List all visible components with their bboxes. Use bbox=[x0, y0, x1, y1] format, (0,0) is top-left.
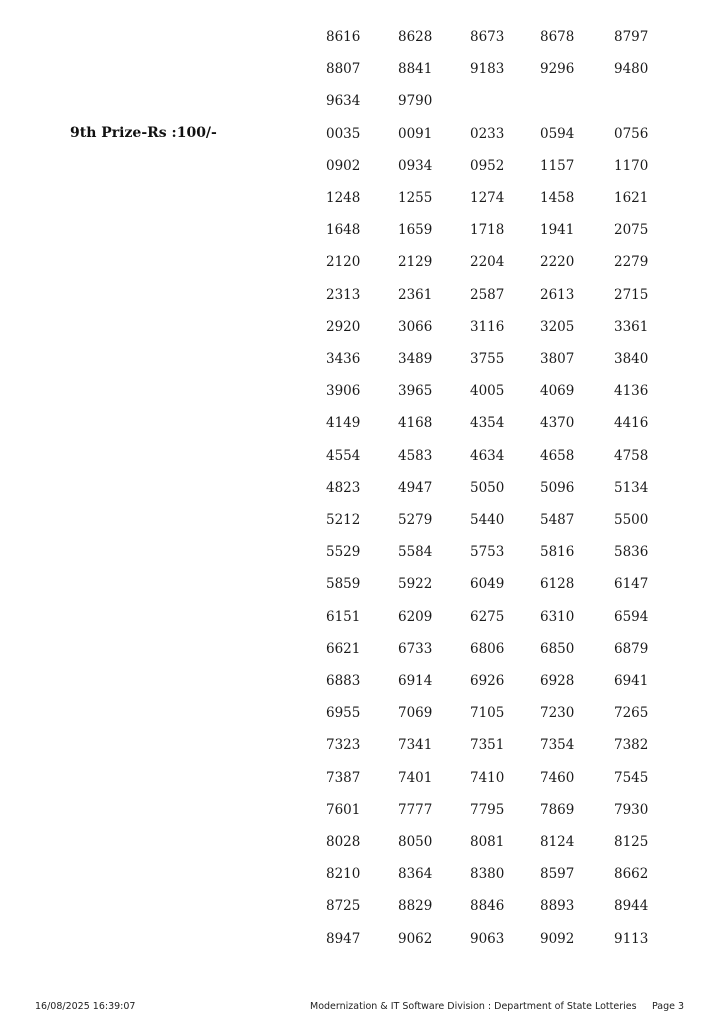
table-row bbox=[0, 61, 724, 93]
ticket-number: 8380 bbox=[470, 866, 505, 882]
ticket-number: 8797 bbox=[614, 29, 649, 45]
table-row bbox=[0, 480, 724, 512]
table-row bbox=[0, 544, 724, 576]
ticket-number: 5584 bbox=[398, 544, 433, 560]
ticket-number: 7777 bbox=[398, 802, 433, 818]
ticket-number: 8944 bbox=[614, 898, 649, 914]
ticket-number: 7341 bbox=[398, 737, 433, 753]
table-row bbox=[0, 641, 724, 673]
ticket-number: 5922 bbox=[398, 576, 433, 592]
ticket-number: 6941 bbox=[614, 673, 649, 689]
ticket-number: 4758 bbox=[614, 448, 649, 464]
ticket-number: 8725 bbox=[326, 898, 361, 914]
ticket-number: 5859 bbox=[326, 576, 361, 592]
ticket-number: 3066 bbox=[398, 319, 433, 335]
ticket-number: 9062 bbox=[398, 931, 433, 947]
table-row bbox=[0, 737, 724, 769]
ticket-number: 1274 bbox=[470, 190, 505, 206]
ticket-number: 2279 bbox=[614, 254, 649, 270]
table-row bbox=[0, 802, 724, 834]
ticket-number: 2613 bbox=[540, 287, 575, 303]
ticket-number: 5500 bbox=[614, 512, 649, 528]
table-row bbox=[0, 254, 724, 286]
table-row bbox=[0, 287, 724, 319]
ticket-number: 2361 bbox=[398, 287, 433, 303]
prize-label: 9th Prize-Rs :100/- bbox=[70, 125, 217, 141]
ticket-number: 8597 bbox=[540, 866, 575, 882]
ticket-number: 6926 bbox=[470, 673, 505, 689]
ticket-number: 6209 bbox=[398, 609, 433, 625]
footer-timestamp: 16/08/2025 16:39:07 bbox=[35, 1001, 136, 1012]
ticket-number: 0035 bbox=[326, 126, 361, 142]
ticket-number: 8628 bbox=[398, 29, 433, 45]
ticket-number: 2587 bbox=[470, 287, 505, 303]
ticket-number: 7265 bbox=[614, 705, 649, 721]
ticket-number: 8124 bbox=[540, 834, 575, 850]
ticket-number: 7354 bbox=[540, 737, 575, 753]
ticket-number: 6914 bbox=[398, 673, 433, 689]
table-row bbox=[0, 770, 724, 802]
ticket-number: 7460 bbox=[540, 770, 575, 786]
table-row bbox=[0, 222, 724, 254]
ticket-number: 4005 bbox=[470, 383, 505, 399]
ticket-number: 8678 bbox=[540, 29, 575, 45]
ticket-number: 8673 bbox=[470, 29, 505, 45]
ticket-number: 1718 bbox=[470, 222, 505, 238]
ticket-number: 3205 bbox=[540, 319, 575, 335]
ticket-number: 1248 bbox=[326, 190, 361, 206]
table-row bbox=[0, 866, 724, 898]
ticket-number: 9092 bbox=[540, 931, 575, 947]
ticket-number: 9480 bbox=[614, 61, 649, 77]
ticket-number: 8616 bbox=[326, 29, 361, 45]
ticket-number: 7351 bbox=[470, 737, 505, 753]
ticket-number: 2204 bbox=[470, 254, 505, 270]
ticket-number: 7401 bbox=[398, 770, 433, 786]
ticket-number: 6310 bbox=[540, 609, 575, 625]
ticket-number: 3840 bbox=[614, 351, 649, 367]
ticket-number: 5816 bbox=[540, 544, 575, 560]
ticket-number: 7795 bbox=[470, 802, 505, 818]
ticket-number: 7105 bbox=[470, 705, 505, 721]
ticket-number: 1458 bbox=[540, 190, 575, 206]
ticket-number: 3436 bbox=[326, 351, 361, 367]
table-row bbox=[0, 673, 724, 705]
table-row bbox=[0, 834, 724, 866]
ticket-number: 7545 bbox=[614, 770, 649, 786]
ticket-number: 0594 bbox=[540, 126, 575, 142]
table-row bbox=[0, 158, 724, 190]
table-row bbox=[0, 383, 724, 415]
table-row bbox=[0, 448, 724, 480]
ticket-number: 7869 bbox=[540, 802, 575, 818]
ticket-number: 2075 bbox=[614, 222, 649, 238]
ticket-number: 1157 bbox=[540, 158, 575, 174]
ticket-number: 4823 bbox=[326, 480, 361, 496]
ticket-number: 9113 bbox=[614, 931, 649, 947]
ticket-number: 4583 bbox=[398, 448, 433, 464]
ticket-number: 1648 bbox=[326, 222, 361, 238]
ticket-number: 8841 bbox=[398, 61, 433, 77]
ticket-number: 5050 bbox=[470, 480, 505, 496]
ticket-number: 2715 bbox=[614, 287, 649, 303]
ticket-number: 1941 bbox=[540, 222, 575, 238]
table-row bbox=[0, 29, 724, 61]
ticket-number: 6128 bbox=[540, 576, 575, 592]
ticket-number: 0091 bbox=[398, 126, 433, 142]
footer-page-number: Page 3 bbox=[652, 1001, 685, 1012]
ticket-number: 7930 bbox=[614, 802, 649, 818]
table-row bbox=[0, 931, 724, 963]
ticket-number: 8662 bbox=[614, 866, 649, 882]
ticket-number: 2313 bbox=[326, 287, 361, 303]
ticket-number: 6147 bbox=[614, 576, 649, 592]
ticket-number: 6850 bbox=[540, 641, 575, 657]
table-row bbox=[0, 319, 724, 351]
ticket-number: 8028 bbox=[326, 834, 361, 850]
ticket-number: 5529 bbox=[326, 544, 361, 560]
ticket-number: 8081 bbox=[470, 834, 505, 850]
table-row bbox=[0, 415, 724, 447]
table-row bbox=[0, 576, 724, 608]
ticket-number: 3116 bbox=[470, 319, 505, 335]
ticket-number: 6049 bbox=[470, 576, 505, 592]
ticket-number: 8125 bbox=[614, 834, 649, 850]
ticket-number: 5212 bbox=[326, 512, 361, 528]
ticket-number: 9183 bbox=[470, 61, 505, 77]
ticket-number: 1255 bbox=[398, 190, 433, 206]
ticket-number: 9634 bbox=[326, 93, 361, 109]
ticket-number: 2120 bbox=[326, 254, 361, 270]
ticket-number: 6621 bbox=[326, 641, 361, 657]
ticket-number: 8846 bbox=[470, 898, 505, 914]
ticket-number: 4136 bbox=[614, 383, 649, 399]
footer-division: Modernization & IT Software Division : Department of State Lotteries bbox=[310, 1001, 637, 1012]
ticket-number: 0952 bbox=[470, 158, 505, 174]
ticket-number: 4069 bbox=[540, 383, 575, 399]
ticket-number: 5753 bbox=[470, 544, 505, 560]
ticket-number: 7601 bbox=[326, 802, 361, 818]
ticket-number: 0233 bbox=[470, 126, 505, 142]
table-row bbox=[0, 126, 724, 158]
ticket-number: 6733 bbox=[398, 641, 433, 657]
ticket-number: 5836 bbox=[614, 544, 649, 560]
ticket-number: 2129 bbox=[398, 254, 433, 270]
ticket-number: 6806 bbox=[470, 641, 505, 657]
ticket-number: 7069 bbox=[398, 705, 433, 721]
ticket-number: 7387 bbox=[326, 770, 361, 786]
ticket-number: 9790 bbox=[398, 93, 433, 109]
ticket-number: 8050 bbox=[398, 834, 433, 850]
ticket-number: 4370 bbox=[540, 415, 575, 431]
ticket-number: 0902 bbox=[326, 158, 361, 174]
ticket-number: 3807 bbox=[540, 351, 575, 367]
ticket-number: 9063 bbox=[470, 931, 505, 947]
ticket-number: 8893 bbox=[540, 898, 575, 914]
table-row bbox=[0, 351, 724, 383]
ticket-number: 3361 bbox=[614, 319, 649, 335]
ticket-number: 7323 bbox=[326, 737, 361, 753]
ticket-number: 8364 bbox=[398, 866, 433, 882]
ticket-number: 6879 bbox=[614, 641, 649, 657]
table-row bbox=[0, 190, 724, 222]
ticket-number: 5096 bbox=[540, 480, 575, 496]
ticket-number: 1170 bbox=[614, 158, 649, 174]
ticket-number: 4947 bbox=[398, 480, 433, 496]
ticket-number: 4658 bbox=[540, 448, 575, 464]
ticket-number: 5487 bbox=[540, 512, 575, 528]
table-row bbox=[0, 705, 724, 737]
table-row bbox=[0, 609, 724, 641]
ticket-number: 6594 bbox=[614, 609, 649, 625]
ticket-number: 3755 bbox=[470, 351, 505, 367]
ticket-number: 5279 bbox=[398, 512, 433, 528]
ticket-number: 4168 bbox=[398, 415, 433, 431]
ticket-number: 8807 bbox=[326, 61, 361, 77]
ticket-number: 6883 bbox=[326, 673, 361, 689]
ticket-number: 0934 bbox=[398, 158, 433, 174]
ticket-number: 3965 bbox=[398, 383, 433, 399]
ticket-number: 6275 bbox=[470, 609, 505, 625]
ticket-number: 4354 bbox=[470, 415, 505, 431]
table-row bbox=[0, 898, 724, 930]
ticket-number: 7410 bbox=[470, 770, 505, 786]
table-row bbox=[0, 512, 724, 544]
ticket-number: 3489 bbox=[398, 351, 433, 367]
ticket-number: 1621 bbox=[614, 190, 649, 206]
table-row bbox=[0, 93, 724, 125]
ticket-number: 2220 bbox=[540, 254, 575, 270]
ticket-number: 7382 bbox=[614, 737, 649, 753]
ticket-number: 4634 bbox=[470, 448, 505, 464]
ticket-number: 8210 bbox=[326, 866, 361, 882]
ticket-number: 4149 bbox=[326, 415, 361, 431]
ticket-number: 4416 bbox=[614, 415, 649, 431]
ticket-number: 8829 bbox=[398, 898, 433, 914]
ticket-number: 2920 bbox=[326, 319, 361, 335]
ticket-number: 6955 bbox=[326, 705, 361, 721]
ticket-number: 1659 bbox=[398, 222, 433, 238]
ticket-number: 3906 bbox=[326, 383, 361, 399]
ticket-number: 0756 bbox=[614, 126, 649, 142]
ticket-number: 9296 bbox=[540, 61, 575, 77]
ticket-number: 4554 bbox=[326, 448, 361, 464]
ticket-number: 8947 bbox=[326, 931, 361, 947]
ticket-number: 6151 bbox=[326, 609, 361, 625]
ticket-number: 5134 bbox=[614, 480, 649, 496]
ticket-number: 6928 bbox=[540, 673, 575, 689]
ticket-number: 7230 bbox=[540, 705, 575, 721]
ticket-number: 5440 bbox=[470, 512, 505, 528]
